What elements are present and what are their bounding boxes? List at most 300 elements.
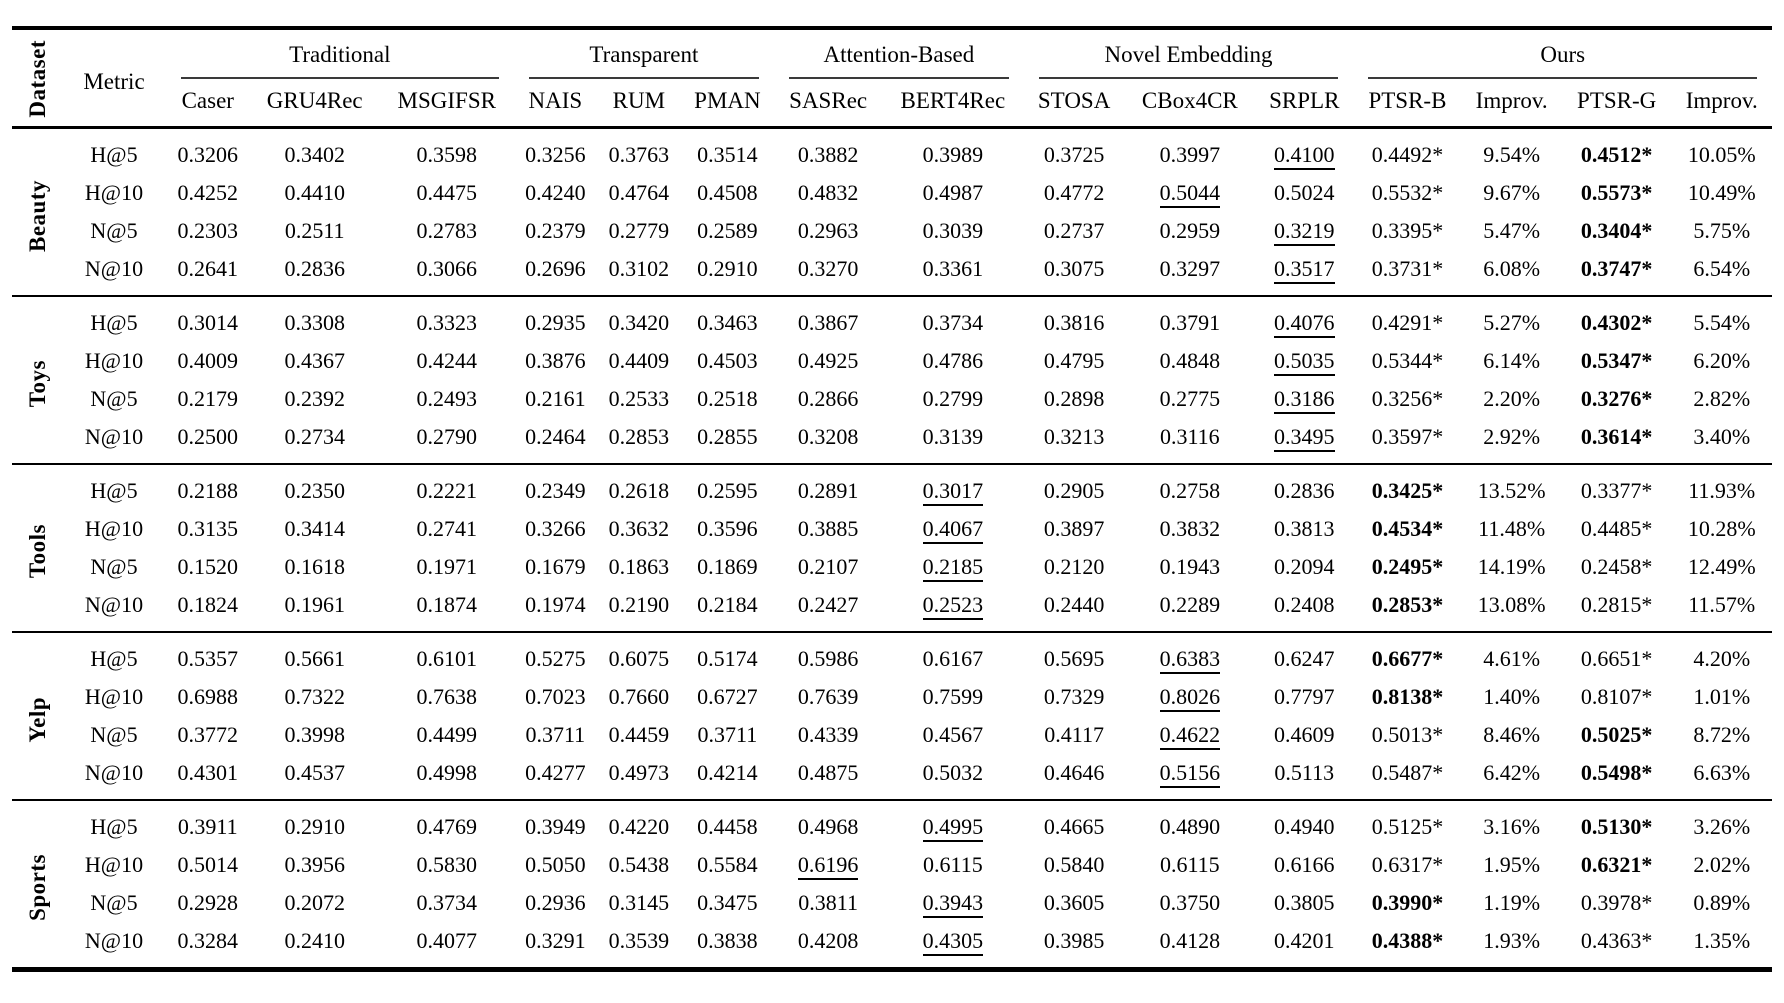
cell-value: 0.3145	[608, 890, 670, 915]
data-cell	[166, 846, 250, 884]
cell-value: 10.28%	[1687, 516, 1756, 541]
data-cell	[1125, 678, 1255, 716]
cell-value: 0.2221	[416, 478, 477, 503]
data-cell	[681, 174, 775, 212]
cell-value: 0.3014	[177, 310, 238, 335]
cell-value: 0.5661	[284, 646, 345, 671]
data-cell	[774, 800, 882, 846]
data-cell	[514, 632, 598, 678]
dataset-label-text: Yelp	[24, 696, 50, 743]
data-cell	[1671, 212, 1772, 250]
data-cell	[1562, 250, 1672, 296]
data-cell	[681, 754, 775, 800]
cell-value: 12.49%	[1687, 554, 1756, 579]
cell-value: 11.48%	[1478, 516, 1546, 541]
data-cell	[250, 716, 380, 754]
table-row	[12, 846, 1772, 884]
col-header-improv-g: Improv.	[1671, 80, 1772, 128]
data-cell	[250, 380, 380, 418]
cell-value: 0.4968	[797, 814, 859, 839]
cell-value: 0.3711	[525, 722, 586, 747]
cell-value: 0.2935	[525, 310, 586, 335]
data-cell	[1125, 418, 1255, 464]
cell-value: 0.2891	[797, 478, 859, 503]
cell-value: 0.7797	[1274, 684, 1335, 709]
data-cell	[1024, 418, 1125, 464]
cell-value: 0.3731*	[1371, 256, 1444, 281]
table-row	[12, 128, 1772, 175]
data-cell	[597, 380, 681, 418]
data-cell	[882, 250, 1024, 296]
cell-value: 0.3425*	[1371, 478, 1444, 503]
cell-value: 0.1971	[416, 554, 477, 579]
cell-value: 0.4795	[1043, 348, 1105, 373]
data-cell	[1024, 632, 1125, 678]
data-cell	[1125, 800, 1255, 846]
section-sports	[12, 800, 1772, 970]
data-cell	[514, 250, 598, 296]
data-cell	[882, 212, 1024, 250]
data-cell	[1461, 380, 1561, 418]
cell-value: 0.8026	[1160, 684, 1221, 712]
table-row	[12, 548, 1772, 586]
cell-value: 0.3116	[1160, 424, 1220, 449]
cell-value: 0.4128	[1159, 928, 1221, 953]
data-cell	[1461, 586, 1561, 632]
cell-value: 0.2185	[923, 554, 984, 582]
data-cell	[681, 884, 775, 922]
cell-value: 0.3135	[177, 516, 238, 541]
data-cell	[380, 342, 514, 380]
cell-value: 13.08%	[1477, 592, 1546, 617]
cell-value: 0.4214	[697, 760, 758, 785]
metric-label: H@5	[90, 646, 138, 671]
cell-value: 0.3734	[922, 310, 984, 335]
metric-label: H@5	[90, 142, 138, 167]
cell-value: 0.1943	[1159, 554, 1221, 579]
cell-value: 3.26%	[1693, 814, 1751, 839]
cell-value: 0.5130*	[1580, 814, 1653, 839]
cell-value: 0.3066	[416, 256, 477, 281]
cell-value: 6.63%	[1693, 760, 1751, 785]
data-cell	[166, 632, 250, 678]
data-cell	[1125, 586, 1255, 632]
data-cell	[1125, 754, 1255, 800]
table-row	[12, 678, 1772, 716]
cell-value: 0.4832	[797, 180, 859, 205]
dataset-label	[12, 464, 62, 632]
data-cell	[1024, 510, 1125, 548]
cell-value: 0.2289	[1159, 592, 1221, 617]
data-cell	[514, 716, 598, 754]
cell-value: 0.2120	[1043, 554, 1105, 579]
metric-label: N@5	[90, 218, 138, 243]
data-cell	[166, 800, 250, 846]
cell-value: 0.5357	[177, 646, 238, 671]
data-cell	[1255, 716, 1353, 754]
data-cell	[1562, 846, 1672, 884]
data-cell	[250, 464, 380, 510]
cell-value: 0.3763	[608, 142, 670, 167]
cell-value: 0.1874	[416, 592, 477, 617]
cell-value: 0.2928	[177, 890, 238, 915]
cell-value: 0.4240	[525, 180, 586, 205]
cell-value: 0.4410	[284, 180, 345, 205]
data-cell	[1353, 250, 1461, 296]
data-cell	[1562, 678, 1672, 716]
cell-value: 0.2836	[284, 256, 345, 281]
cell-value: 0.3838	[697, 928, 758, 953]
cell-value: 0.2836	[1274, 478, 1335, 503]
cell-value: 0.5695	[1043, 646, 1105, 671]
cell-value: 0.4503	[697, 348, 758, 373]
cell-value: 3.40%	[1693, 424, 1751, 449]
cell-value: 0.3897	[1043, 516, 1105, 541]
data-cell	[774, 922, 882, 970]
data-cell	[514, 510, 598, 548]
cell-value: 0.2898	[1043, 386, 1105, 411]
data-cell	[1024, 464, 1125, 510]
data-cell	[380, 548, 514, 586]
data-cell	[597, 716, 681, 754]
cell-value: 0.2779	[608, 218, 670, 243]
metric-label: N@5	[90, 890, 138, 915]
cell-value: 2.82%	[1693, 386, 1751, 411]
data-cell	[597, 754, 681, 800]
cell-value: 0.2464	[525, 424, 586, 449]
cell-value: 0.3885	[797, 516, 859, 541]
cell-value: 5.27%	[1483, 310, 1541, 335]
data-cell	[380, 510, 514, 548]
cell-value: 0.5024	[1274, 180, 1335, 205]
cell-value: 0.3725	[1043, 142, 1105, 167]
cell-value: 0.2427	[797, 592, 859, 617]
cell-value: 0.2734	[284, 424, 345, 449]
data-cell	[1125, 464, 1255, 510]
cell-value: 0.6727	[697, 684, 758, 709]
data-cell	[1125, 846, 1255, 884]
data-cell	[166, 678, 250, 716]
data-cell	[166, 380, 250, 418]
data-cell	[1024, 922, 1125, 970]
data-cell	[1353, 128, 1461, 175]
cell-value: 0.4388*	[1371, 928, 1444, 953]
data-cell	[166, 754, 250, 800]
cell-value: 0.4076	[1274, 310, 1335, 338]
cell-value: 0.7599	[922, 684, 984, 709]
col-header-cbox4cr: CBox4CR	[1125, 80, 1255, 128]
data-cell	[1255, 754, 1353, 800]
col-header-ptsr-g: PTSR-G	[1562, 80, 1672, 128]
cell-value: 0.3711	[697, 722, 758, 747]
data-cell	[597, 250, 681, 296]
cell-value: 0.3495	[1274, 424, 1335, 452]
data-cell	[1562, 716, 1672, 754]
col-header-rum: RUM	[597, 80, 681, 128]
cell-value: 0.2595	[697, 478, 758, 503]
cell-value: 0.5840	[1043, 852, 1105, 877]
cell-value: 0.2853	[608, 424, 670, 449]
data-cell	[1671, 296, 1772, 342]
cell-value: 0.2853*	[1371, 592, 1444, 617]
cell-value: 0.4367	[284, 348, 345, 373]
results-table	[12, 26, 1772, 972]
cell-value: 0.3420	[608, 310, 670, 335]
data-cell	[681, 212, 775, 250]
cell-value: 0.4609	[1274, 722, 1335, 747]
data-cell	[681, 380, 775, 418]
cell-value: 13.52%	[1477, 478, 1546, 503]
data-cell	[380, 464, 514, 510]
data-cell	[774, 632, 882, 678]
data-cell	[1353, 884, 1461, 922]
cell-value: 0.2458*	[1580, 554, 1653, 579]
data-cell	[514, 342, 598, 380]
data-cell	[597, 548, 681, 586]
cell-value: 9.54%	[1483, 142, 1541, 167]
dataset-label-text: Sports	[24, 854, 50, 921]
data-cell	[1255, 250, 1353, 296]
data-cell	[774, 586, 882, 632]
cell-value: 0.4067	[923, 516, 984, 544]
cell-value: 0.2905	[1043, 478, 1105, 503]
data-cell	[882, 632, 1024, 678]
cell-value: 0.3206	[177, 142, 238, 167]
cell-value: 0.6988	[177, 684, 238, 709]
cell-value: 0.4492*	[1371, 142, 1444, 167]
metric-label: H@10	[84, 684, 144, 709]
data-cell	[1671, 380, 1772, 418]
cell-value: 0.4244	[416, 348, 477, 373]
data-cell	[1353, 342, 1461, 380]
data-cell	[250, 548, 380, 586]
cell-value: 0.3404*	[1580, 218, 1653, 243]
table-row	[12, 800, 1772, 846]
data-cell	[380, 884, 514, 922]
cell-value: 0.4998	[416, 760, 477, 785]
cell-value: 6.08%	[1483, 256, 1541, 281]
data-cell	[1461, 884, 1561, 922]
group-header-attention-based: Attention-Based	[774, 28, 1023, 80]
data-cell	[514, 922, 598, 970]
cell-value: 0.4890	[1159, 814, 1221, 839]
cell-value: 2.20%	[1483, 386, 1541, 411]
data-cell	[1255, 800, 1353, 846]
dataset-label-text: Beauty	[24, 179, 50, 252]
cell-value: 0.4537	[284, 760, 345, 785]
cell-value: 0.4220	[608, 814, 670, 839]
cell-value: 0.2523	[923, 592, 984, 620]
data-cell	[1461, 754, 1561, 800]
data-cell	[1671, 754, 1772, 800]
cell-value: 0.5113	[1274, 760, 1335, 785]
cell-value: 0.3297	[1159, 256, 1221, 281]
cell-value: 0.2410	[284, 928, 345, 953]
cell-value: 0.7660	[608, 684, 670, 709]
data-cell	[1353, 716, 1461, 754]
cell-value: 0.3832	[1159, 516, 1221, 541]
cell-value: 0.2910	[697, 256, 758, 281]
data-cell	[1461, 174, 1561, 212]
col-header-improv-b: Improv.	[1461, 80, 1561, 128]
cell-value: 0.2107	[797, 554, 859, 579]
cell-value: 0.3256	[525, 142, 586, 167]
cell-value: 0.1863	[608, 554, 670, 579]
data-cell	[1255, 342, 1353, 380]
cell-value: 0.5032	[922, 760, 984, 785]
data-cell	[250, 212, 380, 250]
data-cell	[514, 678, 598, 716]
cell-value: 0.5347*	[1580, 348, 1653, 373]
cell-value: 2.02%	[1693, 852, 1751, 877]
data-cell	[597, 632, 681, 678]
cell-value: 0.3139	[922, 424, 984, 449]
data-cell	[882, 678, 1024, 716]
data-cell	[1353, 380, 1461, 418]
cell-value: 0.3949	[525, 814, 586, 839]
col-header-pman: PMAN	[681, 80, 775, 128]
data-cell	[250, 586, 380, 632]
data-cell	[166, 128, 250, 175]
data-cell	[1125, 212, 1255, 250]
cell-value: 0.4100	[1274, 142, 1335, 170]
data-cell	[597, 586, 681, 632]
cell-value: 0.4534*	[1371, 516, 1444, 541]
metric-column-header: Metric	[62, 28, 166, 128]
cell-value: 0.2741	[416, 516, 477, 541]
data-cell	[1353, 296, 1461, 342]
data-cell	[681, 418, 775, 464]
data-cell	[1671, 846, 1772, 884]
cell-value: 0.4940	[1274, 814, 1335, 839]
data-cell	[681, 846, 775, 884]
cell-value: 0.2815*	[1580, 592, 1653, 617]
cell-value: 0.3911	[177, 814, 238, 839]
data-cell	[1562, 800, 1672, 846]
data-cell	[681, 128, 775, 175]
cell-value: 0.2589	[697, 218, 758, 243]
cell-value: 0.3517	[1274, 256, 1335, 284]
cell-value: 0.3605	[1043, 890, 1105, 915]
cell-value: 0.3414	[284, 516, 345, 541]
cell-value: 2.92%	[1483, 424, 1541, 449]
metric-label: N@5	[90, 554, 138, 579]
dataset-label	[12, 632, 62, 800]
dataset-label	[12, 800, 62, 970]
data-cell	[166, 174, 250, 212]
data-cell	[1353, 678, 1461, 716]
cell-value: 0.2936	[525, 890, 586, 915]
cell-value: 0.5830	[416, 852, 477, 877]
cell-value: 0.4485*	[1580, 516, 1653, 541]
cell-value: 0.3867	[797, 310, 859, 335]
data-cell	[597, 464, 681, 510]
cell-value: 0.7638	[416, 684, 477, 709]
metric-label: H@10	[84, 852, 144, 877]
cell-value: 0.4208	[797, 928, 859, 953]
data-cell	[1024, 716, 1125, 754]
col-header-ptsr-b: PTSR-B	[1353, 80, 1461, 128]
data-cell	[166, 586, 250, 632]
cell-value: 0.6115	[1160, 852, 1220, 877]
cell-value: 0.5584	[697, 852, 758, 877]
data-cell	[1671, 678, 1772, 716]
data-cell	[1671, 510, 1772, 548]
cell-value: 0.1974	[525, 592, 586, 617]
data-cell	[774, 342, 882, 380]
cell-value: 0.4567	[922, 722, 984, 747]
cell-value: 5.54%	[1693, 310, 1751, 335]
cell-value: 0.3017	[923, 478, 984, 506]
data-cell	[380, 716, 514, 754]
cell-value: 0.3213	[1043, 424, 1105, 449]
cell-value: 0.7639	[797, 684, 859, 709]
data-cell	[597, 212, 681, 250]
cell-value: 0.4363*	[1580, 928, 1653, 953]
data-cell	[1461, 846, 1561, 884]
cell-value: 0.1869	[697, 554, 758, 579]
data-cell	[1125, 548, 1255, 586]
cell-value: 0.4995	[923, 814, 984, 842]
data-cell	[681, 922, 775, 970]
cell-value: 0.2533	[608, 386, 670, 411]
data-cell	[380, 296, 514, 342]
cell-value: 0.3323	[416, 310, 477, 335]
data-cell	[1024, 296, 1125, 342]
cell-value: 0.5035	[1274, 348, 1335, 376]
cell-value: 5.75%	[1693, 218, 1751, 243]
data-cell	[1255, 678, 1353, 716]
cell-value: 0.6651*	[1580, 646, 1653, 671]
data-cell	[380, 846, 514, 884]
cell-value: 0.2179	[177, 386, 238, 411]
cell-value: 0.6317*	[1371, 852, 1444, 877]
data-cell	[1671, 884, 1772, 922]
cell-value: 0.3614*	[1580, 424, 1653, 449]
data-cell	[250, 174, 380, 212]
cell-value: 0.2184	[697, 592, 758, 617]
cell-value: 0.4875	[797, 760, 859, 785]
cell-value: 0.2518	[697, 386, 758, 411]
cell-value: 0.3597*	[1371, 424, 1444, 449]
cell-value: 0.5125*	[1371, 814, 1444, 839]
cell-value: 10.05%	[1687, 142, 1756, 167]
cell-value: 0.4622	[1160, 722, 1221, 750]
cell-value: 0.4987	[922, 180, 984, 205]
cell-value: 0.3475	[697, 890, 758, 915]
data-cell	[1125, 174, 1255, 212]
cell-value: 0.2959	[1159, 218, 1221, 243]
data-cell	[597, 884, 681, 922]
data-cell	[1255, 212, 1353, 250]
data-cell	[681, 342, 775, 380]
data-cell	[1562, 342, 1672, 380]
table-row	[12, 418, 1772, 464]
cell-value: 0.5014	[177, 852, 238, 877]
cell-value: 0.3208	[797, 424, 859, 449]
cell-value: 0.2641	[177, 256, 238, 281]
data-cell	[882, 846, 1024, 884]
metric-label: H@10	[84, 348, 144, 373]
cell-value: 0.5275	[525, 646, 586, 671]
data-cell	[1671, 632, 1772, 678]
section-yelp	[12, 632, 1772, 800]
cell-value: 0.3284	[177, 928, 238, 953]
data-cell	[514, 884, 598, 922]
data-cell	[514, 128, 598, 175]
data-cell	[380, 678, 514, 716]
metric-label: N@10	[62, 754, 166, 800]
